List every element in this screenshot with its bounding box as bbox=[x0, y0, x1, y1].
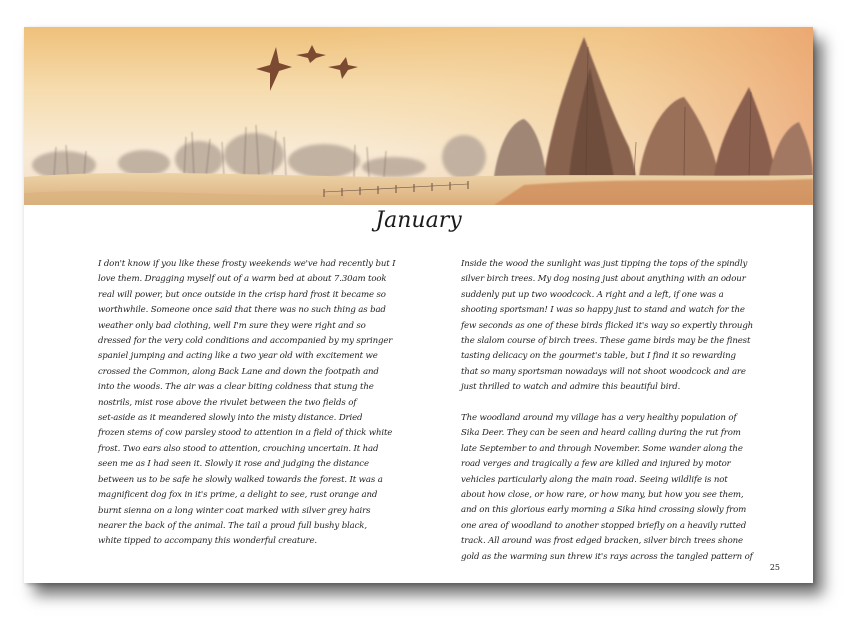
text-line: silver birch trees. My dog nosing just about anything with an odour bbox=[461, 274, 746, 285]
text-line: between us to be safe he slowly walked towards the forest. It was a bbox=[98, 474, 383, 485]
text-line: The woodland around my village has a very healthy population of bbox=[461, 413, 737, 424]
paragraph bbox=[461, 411, 805, 565]
text-line: into the woods. The air was a clear biting coldness that stung the bbox=[98, 382, 374, 393]
text-line: dressed for the very cold conditions and accompanied by my springer bbox=[98, 336, 393, 347]
text-line: vehicles particularly along the main road. Seeing wildlife is not bbox=[461, 474, 728, 485]
text-line: gold as the warming sun threw it's rays across the tangled pattern of bbox=[461, 551, 753, 562]
page-number: 25 bbox=[769, 563, 780, 572]
text-line: just thrilled to watch and admire this beautiful bird. bbox=[461, 382, 681, 393]
paragraph bbox=[98, 257, 438, 550]
text-line: track. All around was frost edged bracken, silver birch trees shone bbox=[461, 536, 743, 547]
text-line: the slalom course of birch trees. These game birds may be the finest bbox=[461, 336, 751, 347]
text-line: nostrils, mist rose above the rivulet between the two fields of bbox=[98, 397, 357, 408]
text-line: nearer the back of the animal. The tail a proud full bushy black, bbox=[98, 520, 367, 531]
text-line: love them. Dragging myself out of a warm bed at about 7.30am took bbox=[98, 274, 387, 285]
text-line: road verges and tragically a few are killed and injured by motor bbox=[461, 459, 731, 470]
left-text-column bbox=[98, 257, 438, 565]
text-line: few seconds as one of these birds flicked it's way so expertly through bbox=[461, 320, 754, 331]
text-line: spaniel jumping and acting like a two year old with excitement we bbox=[98, 351, 378, 362]
watercolour-landscape-illustration bbox=[24, 27, 813, 205]
text-line: worthwhile. Someone once said that there was no such thing as bad bbox=[98, 305, 386, 316]
text-line: and on this glorious early morning a Sika hind crossing slowly from bbox=[461, 505, 747, 516]
right-text-column bbox=[461, 257, 805, 581]
text-line: burnt sienna on a long winter coat marked with silver grey hairs bbox=[98, 505, 371, 516]
text-line: frost. Two ears also stood to attention, crouching uncertain. It had bbox=[98, 443, 379, 454]
text-line: that so many sportsman nowadays will not shoot woodcock and are bbox=[461, 366, 746, 377]
text-line: tasting delicacy on the gourmet's table, but I find it so rewarding bbox=[461, 351, 736, 362]
paragraph bbox=[461, 257, 805, 396]
text-line: shooting sportsman! I was so happy just to stand and watch for the bbox=[461, 305, 745, 316]
text-line: one area of woodland to another stopped briefly on a heavily rutted bbox=[461, 520, 747, 531]
text-line: I don't know if you like these frosty weekends we've had recently but I bbox=[98, 259, 396, 269]
text-line: about how close, or how rare, or how many, but how you see them, bbox=[461, 490, 744, 501]
text-line: Inside the wood the sunlight was just tipping the tops of the spindly bbox=[461, 259, 748, 269]
text-line: set-aside as it meandered slowly into the misty distance. Dried bbox=[98, 413, 363, 424]
text-line: magnificent dog fox in it's prime, a delight to see, rust orange and bbox=[98, 490, 378, 501]
text-line: seen me as I had seen it. Slowly it rose and judging the distance bbox=[98, 459, 369, 470]
book-page bbox=[24, 27, 813, 583]
text-line: late September to and through November. Some wander along the bbox=[461, 443, 743, 454]
text-line: suddenly put up two woodcock. A right and a left, if one was a bbox=[461, 289, 724, 300]
chapter-title: January bbox=[375, 208, 462, 233]
text-line: Sika Deer. They can be seen and heard calling during the rut from bbox=[461, 428, 741, 439]
text-line: real will power, but once outside in the crisp hard frost it became so bbox=[98, 289, 386, 300]
text-line: weather only bad clothing, well I'm sure they were right and so bbox=[98, 320, 366, 331]
text-line: frozen stems of cow parsley stood to attention in a field of thick white bbox=[98, 428, 393, 439]
text-line: crossed the Common, along Back Lane and down the footpath and bbox=[98, 366, 379, 377]
text-line: white tipped to accompany this wonderful creature. bbox=[98, 536, 317, 547]
